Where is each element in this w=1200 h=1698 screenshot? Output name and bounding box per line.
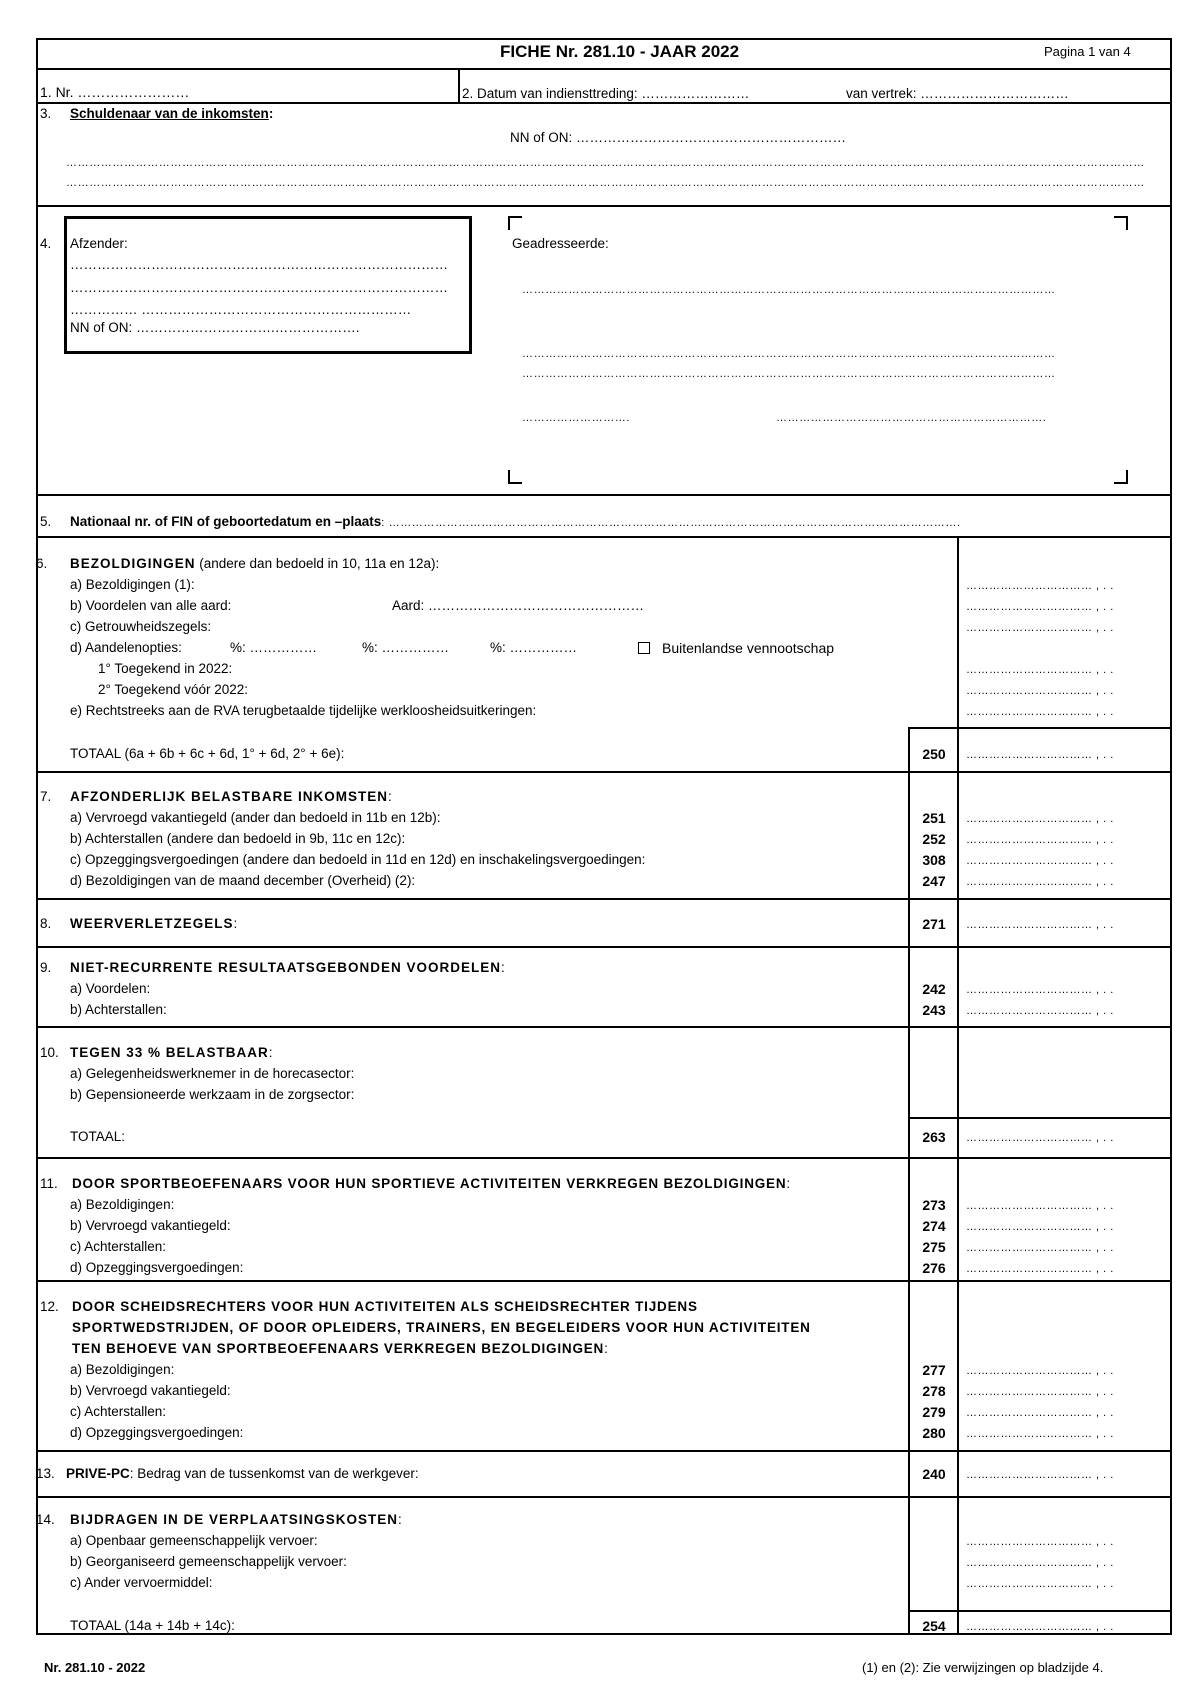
- amount-field[interactable]: …………………………… , . .: [966, 1242, 1114, 1254]
- addressee-label: Geadresseerde:: [512, 236, 609, 251]
- aard-field[interactable]: Aard: …………………………………………: [392, 598, 645, 613]
- sender-line[interactable]: …………………………………………………………………………: [70, 280, 448, 295]
- footer-form-id: Nr. 281.10 - 2022: [44, 1660, 146, 1675]
- percentage-field[interactable]: %: ……………: [490, 640, 578, 655]
- divider: [908, 1610, 1172, 1612]
- section-title: DOOR SCHEIDSRECHTERS VOOR HUN ACTIVITEITEN ALS SCHEIDSRECHTER TIJDENS: [72, 1299, 698, 1314]
- item-label: c) Achterstallen:: [70, 1404, 167, 1419]
- divider: [36, 1026, 1172, 1028]
- divider: [36, 771, 1172, 773]
- field-code: 240: [922, 1466, 946, 1482]
- addressee-line[interactable]: …………………………………………………………………………………………………………………………: [522, 348, 1056, 360]
- item-label: d) Bezoldigingen van de maand december (Overheid) (2):: [70, 873, 416, 888]
- corner-mark: [1114, 216, 1128, 230]
- section-title: NIET-RECURRENTE RESULTAATSGEBONDEN VOORDELEN:: [70, 960, 505, 975]
- amount-field[interactable]: …………………………… , . .: [966, 1428, 1114, 1440]
- section-number: 8.: [40, 916, 52, 931]
- amount-field[interactable]: …………………………… , . .: [966, 1469, 1114, 1481]
- corner-mark: [1114, 470, 1128, 484]
- item-label: b) Vervroegd vakantiegeld:: [70, 1383, 231, 1398]
- section-title: BIJDRAGEN IN DE VERPLAATSINGSKOSTEN:: [70, 1512, 402, 1527]
- total-label: TOTAAL (6a + 6b + 6c + 6d, 1° + 6d, 2° + 6e):: [70, 746, 345, 761]
- section-number: 12.: [40, 1299, 59, 1314]
- amount-field[interactable]: …………………………… , . .: [966, 1536, 1114, 1548]
- item-label: a) Vervroegd vakantiegeld (ander dan bedoeld in 11b en 12b):: [70, 810, 441, 825]
- field-code: 274: [922, 1218, 946, 1234]
- section-number: 3.: [40, 106, 52, 121]
- item-label: d) Aandelenopties:: [70, 640, 182, 655]
- item-label: e) Rechtstreeks aan de RVA terugbetaalde tijdelijke werkloosheidsuitkeringen:: [70, 703, 537, 718]
- amount-field[interactable]: …………………………… , . .: [966, 876, 1114, 888]
- item-label: 2° Toegekend vóór 2022:: [98, 682, 249, 697]
- item-label: a) Bezoldigingen:: [70, 1197, 175, 1212]
- divider: [36, 1280, 1172, 1282]
- section-number: 4.: [40, 236, 52, 251]
- section-number: 5.: [40, 514, 52, 529]
- form-title: FICHE Nr. 281.10 - JAAR 2022: [500, 42, 740, 61]
- item-label: c) Achterstallen:: [70, 1239, 167, 1254]
- section-title: AFZONDERLIJK BELASTBARE INKOMSTEN:: [70, 789, 392, 804]
- amount-field[interactable]: …………………………… , . .: [966, 1557, 1114, 1569]
- amount-field[interactable]: …………………………… , . .: [966, 1407, 1114, 1419]
- section-number: 6.: [36, 556, 48, 571]
- section-number: 7.: [40, 789, 52, 804]
- section-title: TEGEN 33 % BELASTBAAR:: [70, 1045, 273, 1060]
- field-code: 263: [922, 1129, 946, 1145]
- section-title: PRIVE-PC: Bedrag van de tussenkomst van de werkgever:: [66, 1466, 419, 1481]
- item-label: d) Opzeggingsvergoedingen:: [70, 1425, 244, 1440]
- divider: [36, 494, 1172, 496]
- item-label: d) Opzeggingsvergoedingen:: [70, 1260, 244, 1275]
- field-code: 251: [922, 810, 946, 826]
- field-code: 254: [922, 1618, 946, 1634]
- field-code: 273: [922, 1197, 946, 1213]
- item-label: b) Gepensioneerde werkzaam in de zorgsector:: [70, 1087, 355, 1102]
- item-label: b) Vervroegd vakantiegeld:: [70, 1218, 231, 1233]
- sender-label: Afzender:: [70, 236, 128, 251]
- field-code: 250: [922, 746, 946, 762]
- field-code: 242: [922, 981, 946, 997]
- amount-field[interactable]: …………………………… , . .: [966, 749, 1114, 761]
- field-code: 247: [922, 873, 946, 889]
- field-code: 308: [922, 852, 946, 868]
- amount-field[interactable]: …………………………… , . .: [966, 1263, 1114, 1275]
- dotted-line[interactable]: ………………………………………………………………………………………………………………………………………………………………………………………………………………………………………………………: [66, 177, 1145, 189]
- addressee-line[interactable]: ……………………….: [522, 412, 631, 424]
- item-label: a) Gelegenheidswerknemer in de horecasector:: [70, 1066, 355, 1081]
- divider: [908, 727, 1172, 729]
- section-number: 9.: [40, 960, 52, 975]
- item-label: a) Bezoldigingen (1):: [70, 577, 195, 592]
- divider: [36, 946, 1172, 948]
- amount-field[interactable]: …………………………… , . .: [966, 984, 1114, 996]
- amount-field[interactable]: …………………………… , . .: [966, 855, 1114, 867]
- percentage-field[interactable]: %: ……………: [230, 640, 318, 655]
- section-title: DOOR SPORTBEOEFENAARS VOOR HUN SPORTIEVE ACTIVITEITEN VERKREGEN BEZOLDIGINGEN:: [72, 1176, 791, 1191]
- divider: [36, 1157, 1172, 1159]
- amount-field[interactable]: …………………………… , . .: [966, 601, 1114, 613]
- item-label: b) Achterstallen:: [70, 1002, 167, 1017]
- amount-field[interactable]: …………………………… , . .: [966, 813, 1114, 825]
- item-label: b) Voordelen van alle aard:: [70, 598, 232, 613]
- nn-field[interactable]: NN of ON: ……………………………………………………: [510, 130, 847, 145]
- amount-field[interactable]: …………………………… , . .: [966, 706, 1114, 718]
- field-code: 278: [922, 1383, 946, 1399]
- field-code: 277: [922, 1362, 946, 1378]
- item-label: a) Openbaar gemeenschappelijk vervoer:: [70, 1533, 318, 1548]
- divider: [36, 898, 1172, 900]
- divider: [36, 205, 1172, 207]
- amount-field[interactable]: …………………………… , . .: [966, 1221, 1114, 1233]
- dotted-line[interactable]: ………………………………………………………………………………………………………………………………………………………………………………………………………………………………………………………: [66, 157, 1145, 169]
- amount-field[interactable]: …………………………… , . .: [966, 834, 1114, 846]
- amount-field[interactable]: …………………………… , . .: [966, 1200, 1114, 1212]
- amount-field[interactable]: …………………………… , . .: [966, 1386, 1114, 1398]
- amount-field[interactable]: …………………………… , . .: [966, 580, 1114, 592]
- amount-field[interactable]: …………………………… , . .: [966, 1365, 1114, 1377]
- divider: [908, 1117, 1172, 1119]
- total-label: TOTAAL:: [70, 1129, 126, 1144]
- footer-note: (1) en (2): Zie verwijzingen op bladzijde 4.: [862, 1660, 1104, 1675]
- amount-field[interactable]: …………………………… , . .: [966, 1005, 1114, 1017]
- amount-field[interactable]: …………………………… , . .: [966, 1578, 1114, 1590]
- buitenlands-checkbox[interactable]: Buitenlandse vennootschap: [638, 640, 834, 656]
- total-label: TOTAAL (14a + 14b + 14c):: [70, 1618, 235, 1633]
- addressee-line[interactable]: …………………………………………………………………………………………………………………………: [522, 368, 1056, 380]
- amount-field[interactable]: …………………………… , . .: [966, 622, 1114, 634]
- item-label: c) Getrouwheidszegels:: [70, 619, 212, 634]
- datum-field[interactable]: 2. Datum van indiensttreding: ……………………: [462, 86, 750, 101]
- addressee-line[interactable]: …………………………………………………………………………………………………………………………: [522, 284, 1056, 296]
- amount-field[interactable]: …………………………… , . .: [966, 1621, 1114, 1633]
- sender-nn[interactable]: NN of ON: ………………………….……………….: [70, 320, 360, 335]
- section-title: TEN BEHOEVE VAN SPORTBEOEFENAARS VERKREGEN BEZOLDIGINGEN:: [72, 1341, 608, 1356]
- section-number: 13.: [36, 1466, 55, 1481]
- page-number: Pagina 1 van 4: [1044, 44, 1131, 59]
- divider: [36, 1496, 1172, 1498]
- section-title: WEERVERLETZEGELS:: [70, 916, 238, 931]
- divider: [36, 102, 1172, 104]
- field-code: 279: [922, 1404, 946, 1420]
- divider: [458, 68, 460, 102]
- national-number-field: Nationaal nr. of FIN of geboortedatum en –plaats: ………………………………………………………………………………………………………………………………….: [70, 514, 961, 529]
- section-number: 10.: [40, 1045, 59, 1060]
- amount-field[interactable]: …………………………… , . .: [966, 1132, 1114, 1144]
- corner-mark: [508, 470, 522, 484]
- field-code: 280: [922, 1425, 946, 1441]
- sender-line[interactable]: …………………………………………………………………………: [70, 257, 448, 272]
- item-label: c) Ander vervoermiddel:: [70, 1575, 213, 1590]
- item-label: b) Georganiseerd gemeenschappelijk vervoer:: [70, 1554, 347, 1569]
- section-number: 14.: [36, 1512, 55, 1527]
- nr-field[interactable]: 1. Nr. ……………………: [40, 84, 190, 100]
- vertrek-field[interactable]: van vertrek: ……………………………: [846, 86, 1069, 101]
- item-label: 1° Toegekend in 2022:: [98, 661, 233, 676]
- amount-field[interactable]: …………………………… , . .: [966, 685, 1114, 697]
- divider: [36, 1450, 1172, 1452]
- section-title: SPORTWEDSTRIJDEN, OF DOOR OPLEIDERS, TRAINERS, EN BEGELEIDERS VOOR HUN ACTIVITEITEN: [72, 1320, 811, 1335]
- divider: [36, 536, 1172, 538]
- field-code: 252: [922, 831, 946, 847]
- amount-field[interactable]: …………………………… , . .: [966, 664, 1114, 676]
- section-number: 11.: [40, 1176, 58, 1191]
- item-label: c) Opzeggingsvergoedingen (andere dan bedoeld in 11d en 12d) en inschakelingsvergoedingen:: [70, 852, 646, 867]
- field-code: 275: [922, 1239, 946, 1255]
- section-title: BEZOLDIGINGEN (andere dan bedoeld in 10, 11a en 12a):: [70, 556, 440, 571]
- field-code: 243: [922, 1002, 946, 1018]
- item-label: a) Voordelen:: [70, 981, 151, 996]
- field-code: 276: [922, 1260, 946, 1276]
- percentage-field[interactable]: %: ……………: [362, 640, 450, 655]
- addressee-line[interactable]: …………………………………………………………….: [776, 412, 1047, 424]
- amount-field[interactable]: …………………………… , . .: [966, 919, 1114, 931]
- divider: [36, 68, 1172, 70]
- item-label: a) Bezoldigingen:: [70, 1362, 175, 1377]
- field-code: 271: [922, 916, 946, 932]
- checkbox-icon[interactable]: [638, 642, 650, 654]
- sender-line[interactable]: …………… ……………………………………………………: [70, 302, 412, 317]
- section-title: Schuldenaar van de inkomsten:: [70, 106, 274, 121]
- corner-mark: [508, 216, 522, 230]
- item-label: b) Achterstallen (andere dan bedoeld in 9b, 11c en 12c):: [70, 831, 406, 846]
